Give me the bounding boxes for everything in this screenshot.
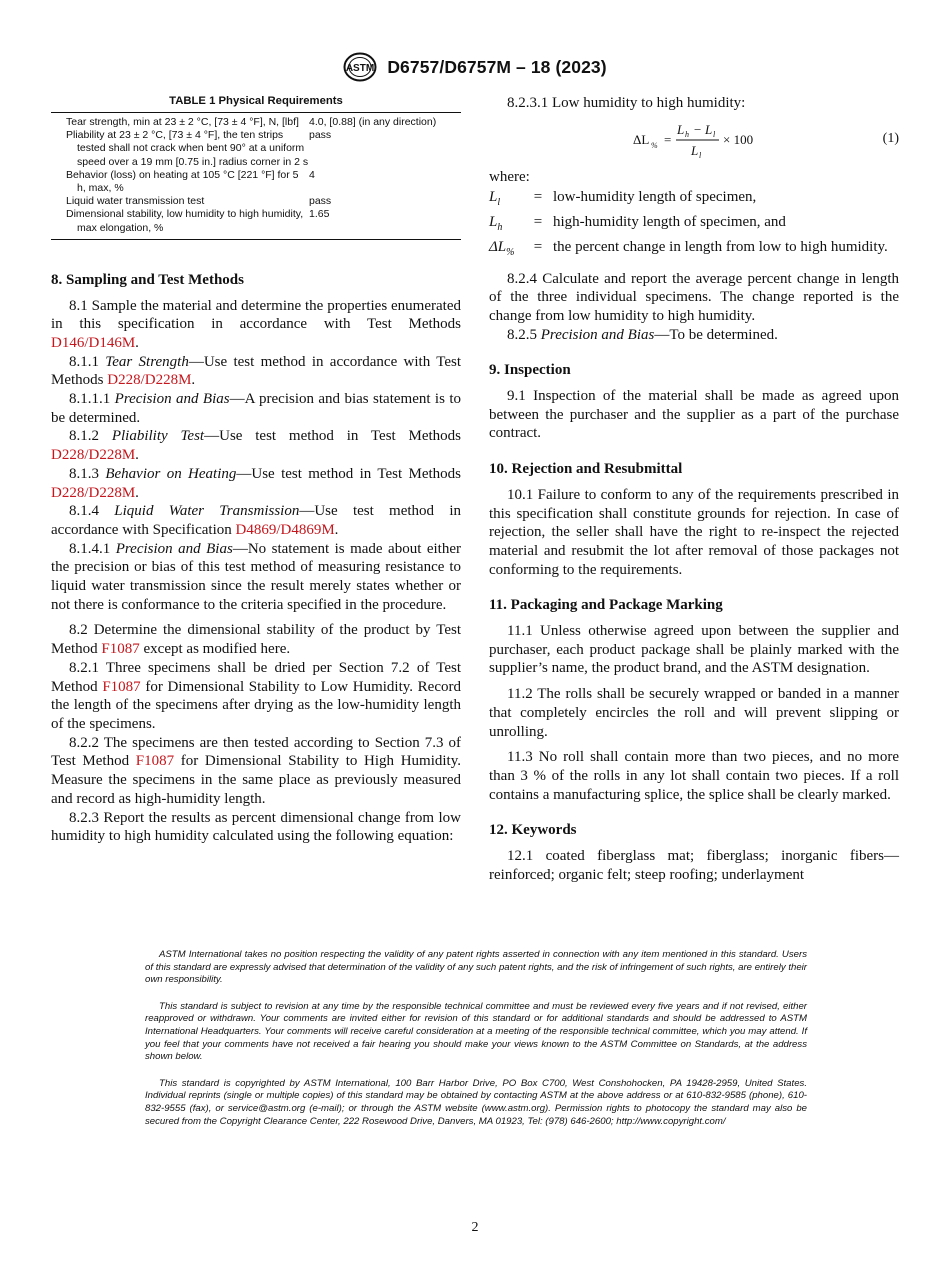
definition-equals: =: [533, 214, 543, 231]
equation-1: [489, 117, 899, 163]
ref-d228-link[interactable]: D228/D228M: [51, 484, 136, 501]
definition-text: the percent change in length from low to high humidity.: [553, 238, 888, 255]
page-header: [0, 52, 950, 82]
ref-d146-link[interactable]: D146/D146M: [51, 334, 136, 351]
left-column: [51, 94, 461, 846]
eq-num-b-sub: l: [713, 129, 716, 139]
definition-symbol: $\Delta L_{\%}$: [489, 238, 515, 258]
page-number: 2: [471, 1220, 479, 1235]
paragraph-8-1: 8.1 Sample the material and determine the properties enumerated in this specification in accordance with Test Methods D146/D146M.: [51, 297, 461, 351]
definition-row: [489, 238, 899, 263]
eq-den-sub: l: [699, 150, 702, 160]
paragraph-8-1-4-1: 8.1.4.1 Precision and Bias—No statement is made about either the precision or bias of this test method of measuring resistance to liquid water transmission since the result merely states whether or not there is conformance to the criteria specified in the procedure.: [51, 540, 461, 613]
table-row: [51, 113, 461, 130]
right-column: [489, 94, 899, 885]
section-9-heading: 9. Inspection: [489, 362, 571, 379]
table-row: [51, 169, 461, 195]
paragraph-8-2-3-1: 8.2.3.1 Low humidity to high humidity:: [507, 95, 746, 111]
table-row: [51, 208, 461, 239]
paragraph-11-3: 11.3 No roll shall contain more than two pieces, and no more than 3 % of the rolls in any lot shall contain two pieces. If a roll contains a manufacturing splice, the splice shall be clearly marked.: [489, 749, 899, 803]
equation-number: (1): [882, 130, 899, 146]
paragraph-8-1-1-1: 8.1.1.1 Precision and Bias—A precision and bias statement is to be determined.: [51, 391, 462, 426]
table-row: [51, 129, 461, 169]
eq-lhs: ΔL: [633, 131, 650, 147]
svg-text:ASTM: ASTM: [346, 63, 375, 74]
eq-lhs-sub: %: [651, 140, 658, 150]
paragraph-8-2-4: 8.2.4 Calculate and report the average percent change in length of the three individual specimens. The change reported is the change from low humidity to high humidity.: [489, 270, 899, 324]
value-cell: pass: [309, 129, 332, 142]
paragraph-8-2-2: 8.2.2 The specimens are then tested according to Section 7.3 of Test Method F1087 for Dimensional Stability to High Humidity. Measure the specimens in the same place as previously measured and record as high-humidity length.: [51, 734, 461, 807]
paragraph-8-2-1: 8.2.1 Three specimens shall be dried per Section 7.2 of Test Method F1087 for Dimensional Stability to Low Humidity. Record the length of the specimens after drying as the low-humidity length of the specimens.: [51, 659, 461, 732]
definition-equals: =: [533, 238, 543, 255]
paragraph-8-1-1: 8.1.1 Tear Strength—Use test method in accordance with Test Methods D228/D228M.: [51, 353, 462, 389]
definition-equals: =: [533, 189, 543, 206]
where-label: where:: [489, 168, 530, 185]
paragraph-8-2-5: 8.2.5 Precision and Bias—To be determined.: [507, 326, 778, 343]
value-cell: 4: [309, 168, 315, 181]
eq-den: L: [691, 142, 699, 158]
property-cell: Dimensional stability, low humidity to high humidity, max elongation, %: [66, 208, 304, 234]
value-cell: 4.0, [0.88] (in any direction): [309, 116, 437, 128]
standard-designation: D6757/D6757M – 18 (2023): [387, 56, 607, 77]
revision-notice: This standard is subject to revision at any time by the responsible technical committee and must be reviewed every five years and if not revised, either reapproved or withdrawn. Your comments are invited either for revision of this standard or for additional standards and should be addressed to ASTM International Headquarters. Your comments will receive careful consideration at a meeting of the responsible technical committee, which you may attend. If you feel that your comments have not received a fair hearing you should make your views known to the ASTM Committee on Standards, at the address shown below.: [145, 1000, 807, 1063]
ref-d228-link[interactable]: D228/D228M: [107, 372, 192, 389]
paragraph-12-1: 12.1 coated fiberglass mat; fiberglass; inorganic fibers—reinforced; organic felt; steep roofing; underlayment: [489, 848, 899, 883]
section-11-heading: 11. Packaging and Package Marking: [489, 597, 723, 614]
paragraph-9-1: 9.1 Inspection of the material shall be made as agreed upon between the purchaser and the supplier as a part of the purchase contract.: [489, 388, 899, 442]
table-row: [51, 195, 461, 208]
definition-row: [489, 213, 899, 238]
ref-f1087-link[interactable]: F1087: [101, 641, 140, 658]
eq-times-100: × 100: [723, 131, 754, 147]
eq-num-b: L: [705, 121, 713, 137]
table-title: TABLE 1 Physical Requirements: [169, 95, 343, 107]
definition-symbol: $L_l$: [489, 189, 501, 209]
ref-f1087-link[interactable]: F1087: [135, 753, 175, 770]
property-cell: Liquid water transmission test: [66, 195, 205, 208]
equation-graphic: [609, 117, 909, 163]
paragraph-8-1-4: 8.1.4 Liquid Water Transmission—Use test method in accordance with Specification D4869/D4869M.: [51, 503, 461, 538]
value-cell: 1.65: [309, 208, 330, 221]
definition-symbol: $L_h$: [489, 214, 503, 234]
property-cell: Tear strength, min at 23 ± 2 °C, [73 ± 4 °F], N, [lbf]: [66, 116, 299, 128]
property-cell: Behavior (loss) on heating at 105 °C [221 °F] for 5 h, max, %: [66, 168, 299, 195]
ref-f1087-link[interactable]: F1087: [102, 678, 141, 695]
eq-num-a-sub: h: [685, 129, 689, 139]
section-10-heading: 10. Rejection and Resubmittal: [489, 461, 683, 478]
paragraph-10-1: 10.1 Failure to conform to any of the requirements prescribed in this specification shall constitute grounds for rejection. In case of rejection, the seller shall have the right to re-inspect the rejected material and resubmit the lot after removal of those packages not conforming to the requirements.: [489, 486, 899, 578]
eq-minus: −: [694, 121, 702, 137]
paragraph-11-2: 11.2 The rolls shall be securely wrapped or banded in a manner that completely encircles the roll and will prevent slipping or unrolling.: [489, 686, 899, 740]
paragraph-8-1-2: 8.1.2 Pliability Test—Use test method in Test Methods D228/D228M.: [51, 428, 462, 464]
definition-text: low-humidity length of specimen,: [553, 189, 757, 206]
definition-text: high-humidity length of specimen, and: [553, 214, 786, 231]
ref-d228-link[interactable]: D228/D228M: [51, 447, 136, 464]
paragraph-8-2-3: 8.2.3 Report the results as percent dimensional change from low humidity to high humidity calculated using the following equation:: [51, 809, 461, 845]
footer-notices: [145, 949, 807, 1128]
paragraph-8-2: 8.2 Determine the dimensional stability of the product by Test Method F1087 except as modified here.: [51, 622, 461, 658]
section-8-heading: 8. Sampling and Test Methods: [51, 271, 244, 288]
astm-logo-icon: [343, 52, 377, 82]
eq-num-a: L: [677, 121, 685, 137]
section-12-heading: 12. Keywords: [489, 822, 577, 839]
paragraph-8-1-3: 8.1.3 Behavior on Heating—Use test method in Test Methods D228/D228M.: [51, 465, 462, 501]
svg-text:ΔL: [633, 132, 649, 147]
variable-definitions: [489, 188, 899, 262]
property-cell: Pliability at 23 ± 2 °C, [73 ± 4 °F], the ten strips tested shall not crack when bent 90° at a uniform speed over a 19 mm [0.75 in.] radius corner in 2 s: [66, 129, 309, 168]
copyright-notice: This standard is copyrighted by ASTM International, 100 Barr Harbor Drive, PO Box C700, West Conshohocken, PA 19428-2959, United States. Individual reprints (single or multiple copies) of this standard may be obtained by contacting ASTM at the above address or at 610-832-9585 (phone), 610-832-9555 (fax), or service@astm.org (e-mail); or through the ASTM website (www.astm.org). Permission rights to photocopy the standard may also be secured from the Copyright Clearance Center, 222 Rosewood Drive, Danvers, MA 01923, Tel: (978) 646-2600; http://www.copyright.com/: [145, 1077, 807, 1127]
paragraph-11-1: 11.1 Unless otherwise agreed upon between the supplier and purchaser, each product package shall be plainly marked with the supplier’s name, the product brand, and the ASTM designation.: [489, 623, 899, 677]
eq-equals: =: [664, 131, 672, 147]
definition-row: [489, 188, 899, 213]
patent-notice: ASTM International takes no position respecting the validity of any patent rights asserted in connection with any item mentioned in this standard. Users of this standard are expressly advised that determination of the validity of any such patent rights, and the risk of infringement of such rights, are entirely their own responsibility.: [145, 949, 807, 986]
physical-requirements-table: [51, 112, 461, 240]
ref-d4869-link[interactable]: D4869/D4869M: [235, 521, 335, 538]
value-cell: pass: [309, 195, 332, 208]
